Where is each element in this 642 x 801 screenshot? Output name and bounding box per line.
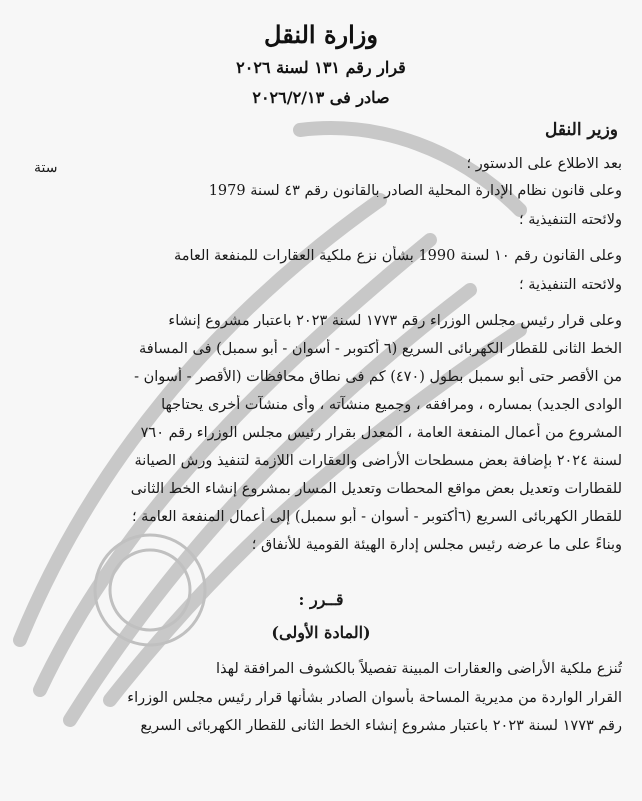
body-line: وعلى القانون رقم ١٠ لسنة 1990 بشأن نزع ملكية العقارات للمنفعة العامة: [173, 248, 622, 264]
article-line: رقم ١٧٧٣ لسنة ٢٠٢٣ باعتبار مشروع إنشاء الخط الثانى للقطار الكهربائى السريع: [140, 718, 622, 734]
decided-heading: قــرر :: [298, 590, 344, 609]
issue-date: صادر فى ٢٠٢٦/٢/١٣: [252, 88, 390, 107]
body-line: وبناءً على ما عرضه رئيس مجلس إدارة الهيئة القومية للأنفاق ؛: [251, 537, 622, 553]
body-line: وعلى قانون نظام الإدارة المحلية الصادر بالقانون رقم ٤٣ لسنة 1979: [208, 183, 622, 199]
body-line: ولائحته التنفيذية ؛: [519, 212, 622, 228]
margin-mark: ﺳﺘﺔ: [34, 160, 58, 176]
body-line: الوادى الجديد) بمساره ، ومرافقه ، وجميع منشآته ، وأى منشآت أخرى يحتاجها: [161, 397, 622, 413]
body-line: من الأقصر حتى أبو سمبل بطول (٤٧٠) كم فى نطاق محافظات (الأقصر - أسوان -: [134, 369, 622, 385]
ministry-title: وزارة النقل: [264, 20, 378, 49]
minister-title: وزير النقل: [545, 120, 618, 140]
body-line: وعلى قرار رئيس مجلس الوزراء رقم ١٧٧٣ لسنة ٢٠٢٣ باعتبار مشروع إنشاء: [168, 313, 622, 329]
body-line: بعد الاطلاع على الدستور ؛: [466, 156, 622, 172]
article-line: القرار الواردة من مديرية المساحة بأسوان الصادر بشأنها قرار رئيس مجلس الوزراء: [127, 690, 622, 706]
body-line: المشروع من أعمال المنفعة العامة ، المعدل بقرار رئيس مجلس الوزراء رقم ٧٦٠: [140, 425, 622, 441]
decree-number: قرار رقم ١٣١ لسنة ٢٠٢٦: [236, 58, 406, 77]
body-line: للقطار الكهربائى السريع (٦أكتوبر - أسوان - أبو سمبل) إلى أعمال المنفعة العامة ؛: [131, 509, 622, 525]
body-line: لسنة ٢٠٢٤ بإضافة بعض مسطحات الأراضى والعقارات اللازمة لتنفيذ ورش الصيانة: [134, 453, 622, 469]
body-line: ولائحته التنفيذية ؛: [519, 277, 622, 293]
article-title: (المادة الأولى): [271, 623, 371, 642]
body-line: للقطارات وتعديل بعض مواقع المحطات وتعديل المسار بمشروع إنشاء الخط الثانى: [130, 481, 622, 497]
body-line: الخط الثانى للقطار الكهربائى السريع (٦ أكتوبر - أسوان - أبو سمبل) فى المسافة: [138, 341, 622, 357]
article-line: تُنزع ملكية الأراضى والعقارات المبينة تفصيلاً بالكشوف المرافقة لهذا: [216, 661, 622, 677]
